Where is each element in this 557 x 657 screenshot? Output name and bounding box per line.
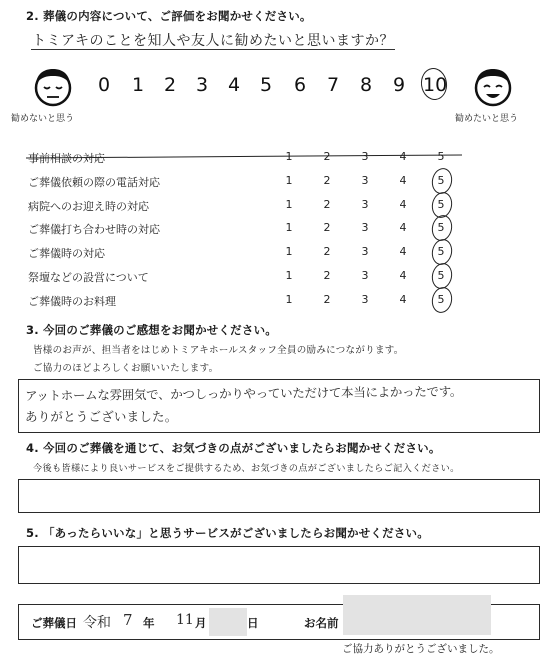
rating-score-1[interactable]: 1 bbox=[285, 269, 293, 282]
scale-10[interactable]: 10 bbox=[423, 74, 448, 96]
section3-title: 3. 今回のご葬儀のご感想をお聞かせください。 bbox=[26, 323, 277, 337]
scale-6[interactable]: 6 bbox=[294, 74, 307, 96]
rating-score-1[interactable]: 1 bbox=[285, 198, 293, 211]
impression-textbox[interactable] bbox=[18, 379, 540, 433]
rating-row bbox=[0, 196, 557, 216]
scale-2[interactable]: 2 bbox=[164, 74, 177, 96]
rating-score-2[interactable]: 2 bbox=[323, 150, 331, 163]
rating-row-label: ご葬儀時のお料理 bbox=[28, 295, 116, 308]
section5-title: 5. 「あったらいいな」と思うサービスがございましたらお聞かせください。 bbox=[26, 526, 429, 540]
section2-title: 2. 葬儀の内容について、ご評価をお聞かせください。 bbox=[26, 9, 312, 23]
rating-score-3[interactable]: 3 bbox=[361, 221, 369, 234]
funeral-month[interactable]: 11 bbox=[176, 612, 194, 628]
selected-score-circle bbox=[419, 66, 449, 101]
funeral-year[interactable]: 7 bbox=[123, 611, 133, 629]
rating-score-2[interactable]: 2 bbox=[323, 174, 331, 187]
day-unit: 日 bbox=[247, 616, 259, 630]
service-request-textbox[interactable] bbox=[18, 546, 540, 584]
scale-0[interactable]: 0 bbox=[98, 74, 111, 96]
rating-score-4[interactable]: 4 bbox=[399, 198, 407, 211]
rating-score-4[interactable]: 4 bbox=[399, 293, 407, 306]
rating-row-label: 祭壇などの設営について bbox=[28, 271, 149, 284]
rating-score-2[interactable]: 2 bbox=[323, 293, 331, 306]
scale-5[interactable]: 5 bbox=[260, 74, 273, 96]
recommend-caption: 勧めたいと思う bbox=[455, 114, 519, 124]
rating-score-5[interactable]: 5 bbox=[437, 293, 445, 306]
selected-rating-circle bbox=[430, 285, 455, 315]
rating-score-3[interactable]: 3 bbox=[361, 174, 369, 187]
funeral-info-box bbox=[18, 604, 540, 640]
section4-note: 今後も皆様により良いサービスをご提供するため、お気づきの点がございましたらご記入ください。 bbox=[33, 463, 460, 474]
recommend-scale bbox=[94, 72, 454, 102]
scale-7[interactable]: 7 bbox=[327, 74, 340, 96]
rating-row-label: 事前相談の対応 bbox=[28, 152, 105, 165]
rating-score-4[interactable]: 4 bbox=[399, 245, 407, 258]
thanks-note: ご協力ありがとうございました。 bbox=[342, 643, 500, 655]
rating-score-4[interactable]: 4 bbox=[399, 221, 407, 234]
question-underline bbox=[31, 49, 395, 50]
sad-face-icon bbox=[29, 64, 77, 110]
rating-row bbox=[0, 291, 557, 311]
rating-row-label: ご葬儀打ち合わせ時の対応 bbox=[28, 223, 160, 236]
scale-9[interactable]: 9 bbox=[393, 74, 406, 96]
rating-score-5[interactable]: 5 bbox=[437, 198, 445, 211]
rating-score-4[interactable]: 4 bbox=[399, 269, 407, 282]
rating-score-4[interactable]: 4 bbox=[399, 150, 407, 163]
rating-score-1[interactable]: 1 bbox=[285, 150, 293, 163]
rating-score-5[interactable]: 5 bbox=[437, 150, 445, 163]
recommend-question: トミアキのことを知人や友人に勧めたいと思いますか？ bbox=[32, 33, 394, 49]
rating-score-1[interactable]: 1 bbox=[285, 221, 293, 234]
scale-1[interactable]: 1 bbox=[132, 74, 145, 96]
rating-score-3[interactable]: 3 bbox=[361, 198, 369, 211]
rating-score-1[interactable]: 1 bbox=[285, 293, 293, 306]
section3-note-1: 皆様のお声が、担当者をはじめトミアキホールスタッフ全員の励みにつながります。 bbox=[33, 345, 404, 356]
rating-score-2[interactable]: 2 bbox=[323, 198, 331, 211]
rating-row bbox=[0, 148, 557, 168]
rating-row bbox=[0, 243, 557, 263]
funeral-era[interactable]: 令和 bbox=[83, 615, 111, 631]
redacted-day bbox=[209, 608, 247, 636]
rating-row bbox=[0, 267, 557, 287]
rating-score-3[interactable]: 3 bbox=[361, 150, 369, 163]
rating-score-3[interactable]: 3 bbox=[361, 245, 369, 258]
rating-score-5[interactable]: 5 bbox=[437, 174, 445, 187]
rating-row-label: 病院へのお迎え時の対応 bbox=[28, 200, 149, 213]
section3-note-2: ご協力のほどよろしくお願いいたします。 bbox=[33, 363, 219, 374]
rating-score-3[interactable]: 3 bbox=[361, 269, 369, 282]
not-recommend-caption: 勧めないと思う bbox=[11, 114, 75, 124]
rating-score-5[interactable]: 5 bbox=[437, 221, 445, 234]
rating-score-1[interactable]: 1 bbox=[285, 174, 293, 187]
year-unit: 年 bbox=[143, 616, 155, 630]
rating-row-label: ご葬儀依頼の際の電話対応 bbox=[28, 176, 160, 189]
scale-4[interactable]: 4 bbox=[228, 74, 241, 96]
impression-line-1: アットホームな雰囲気で、かつしっかりやっていただけて本当によかったです。 bbox=[24, 383, 463, 404]
month-unit: 月 bbox=[195, 616, 207, 630]
rating-score-5[interactable]: 5 bbox=[437, 245, 445, 258]
impression-line-2: ありがとうございました。 bbox=[25, 409, 178, 424]
rating-score-3[interactable]: 3 bbox=[361, 293, 369, 306]
rating-row bbox=[0, 219, 557, 239]
feedback-textbox[interactable] bbox=[18, 479, 540, 513]
section4-title: 4. 今回のご葬儀を通じて、お気づきの点がございましたらお聞かせください。 bbox=[26, 441, 441, 455]
funeral-date-label: ご葬儀日 bbox=[31, 616, 77, 630]
rating-score-4[interactable]: 4 bbox=[399, 174, 407, 187]
rating-score-2[interactable]: 2 bbox=[323, 269, 331, 282]
rating-row bbox=[0, 172, 557, 192]
rating-score-5[interactable]: 5 bbox=[437, 269, 445, 282]
scale-8[interactable]: 8 bbox=[360, 74, 373, 96]
happy-face-icon bbox=[469, 64, 517, 110]
name-label: お名前 bbox=[304, 616, 339, 630]
rating-score-2[interactable]: 2 bbox=[323, 221, 331, 234]
rating-score-1[interactable]: 1 bbox=[285, 245, 293, 258]
rating-row-label: ご葬儀時の対応 bbox=[28, 247, 105, 260]
scale-3[interactable]: 3 bbox=[196, 74, 209, 96]
rating-score-2[interactable]: 2 bbox=[323, 245, 331, 258]
redacted-name bbox=[343, 595, 491, 635]
